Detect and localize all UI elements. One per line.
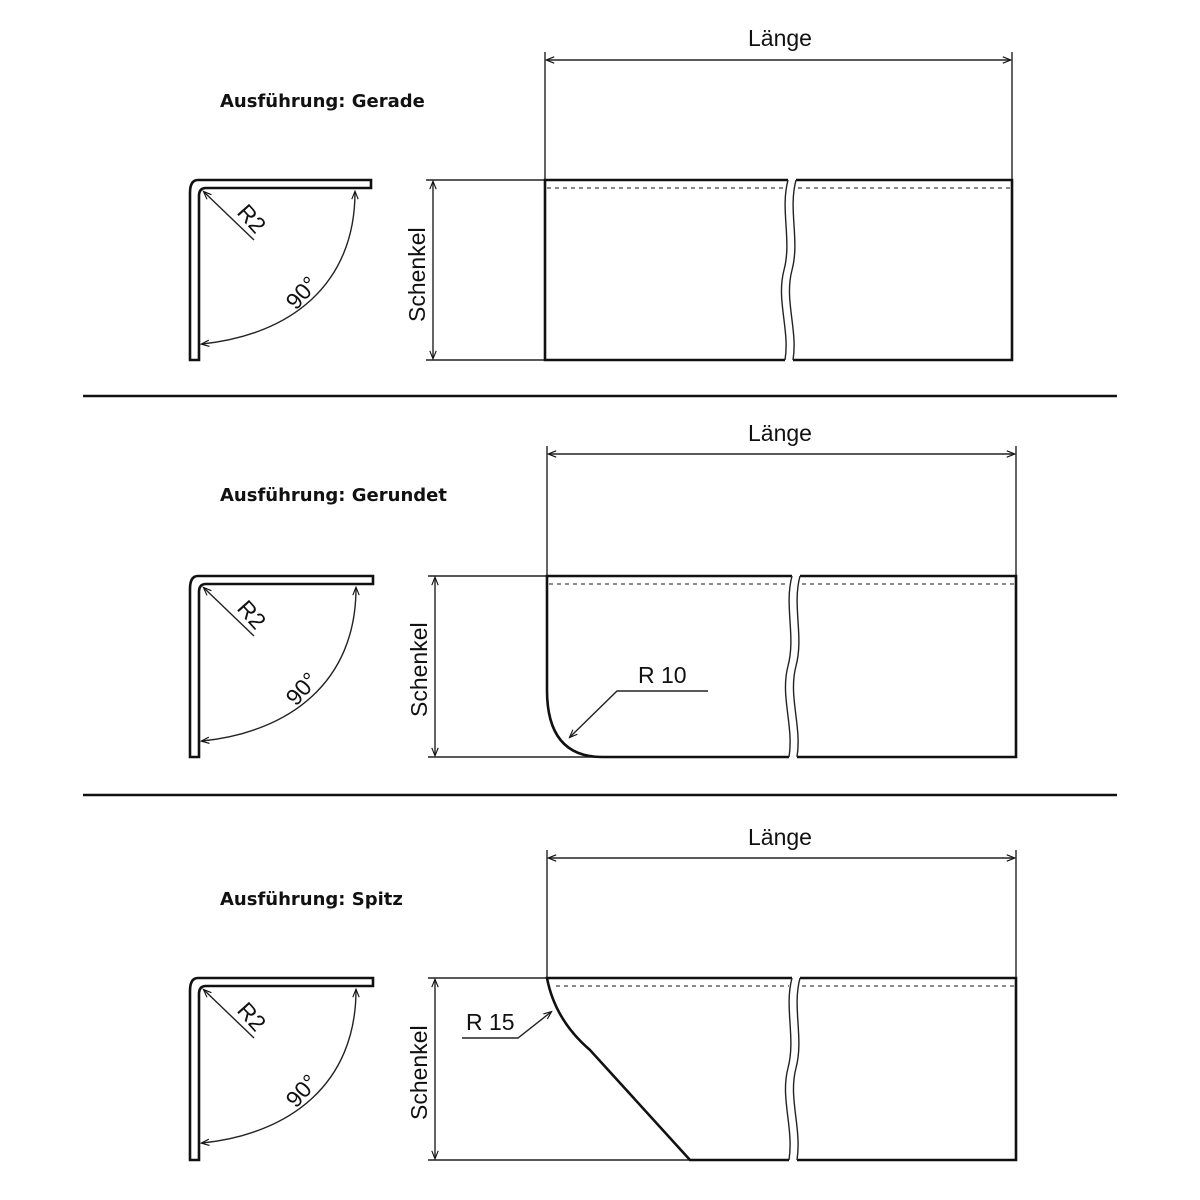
bend-radius-label: R2 xyxy=(232,996,272,1037)
angle-label: 90° xyxy=(280,667,323,711)
angle-label: 90° xyxy=(280,271,323,315)
angle-label: 90° xyxy=(280,1069,323,1113)
section-gerade xyxy=(190,25,1012,360)
length-dimension xyxy=(545,25,1012,180)
break-line-left xyxy=(785,978,792,1160)
angle-profile xyxy=(190,180,371,360)
length-label: Länge xyxy=(748,25,812,51)
part-view xyxy=(462,978,1016,1160)
angle-profile xyxy=(190,978,373,1160)
part-view xyxy=(547,576,1016,757)
leg-dimension xyxy=(406,576,600,757)
profile-outline xyxy=(190,576,373,757)
section-gerundet xyxy=(190,420,1016,757)
section-spitz xyxy=(190,824,1016,1160)
angle-arc xyxy=(202,192,355,344)
part-left-outline xyxy=(547,978,792,1160)
angle-profile xyxy=(190,576,373,757)
part-right-outline xyxy=(797,978,1016,1160)
section-heading: Ausführung: Spitz xyxy=(220,889,403,910)
profile-outline xyxy=(190,180,371,360)
part-right-outline xyxy=(797,576,1016,757)
length-label: Länge xyxy=(748,824,812,850)
profile-outline xyxy=(190,978,373,1160)
break-line-right xyxy=(793,576,800,757)
leg-label: Schenkel xyxy=(406,1025,432,1120)
length-dimension xyxy=(547,420,1016,576)
section-heading: Ausführung: Gerade xyxy=(220,91,425,112)
part-view xyxy=(545,180,1012,360)
leg-dimension xyxy=(404,180,545,360)
leg-label: Schenkel xyxy=(406,622,432,717)
break-line-right xyxy=(793,978,800,1160)
length-dimension xyxy=(547,824,1016,978)
part-left-outline xyxy=(545,180,788,360)
length-label: Länge xyxy=(748,420,812,446)
part-right-outline xyxy=(793,180,1012,360)
angle-arc xyxy=(202,588,356,741)
corner-radius-leader xyxy=(570,691,708,737)
bend-radius-label: R2 xyxy=(232,594,272,635)
section-heading: Ausführung: Gerundet xyxy=(220,485,447,506)
break-line-right xyxy=(789,180,796,360)
bend-radius-label: R2 xyxy=(232,198,272,239)
leg-label: Schenkel xyxy=(404,227,430,322)
break-line-left xyxy=(781,180,788,360)
corner-radius-label: R 10 xyxy=(638,662,687,688)
leg-dimension xyxy=(406,978,690,1160)
break-line-left xyxy=(785,576,792,757)
angle-arc xyxy=(202,990,356,1143)
corner-radius-label: R 15 xyxy=(466,1009,515,1035)
